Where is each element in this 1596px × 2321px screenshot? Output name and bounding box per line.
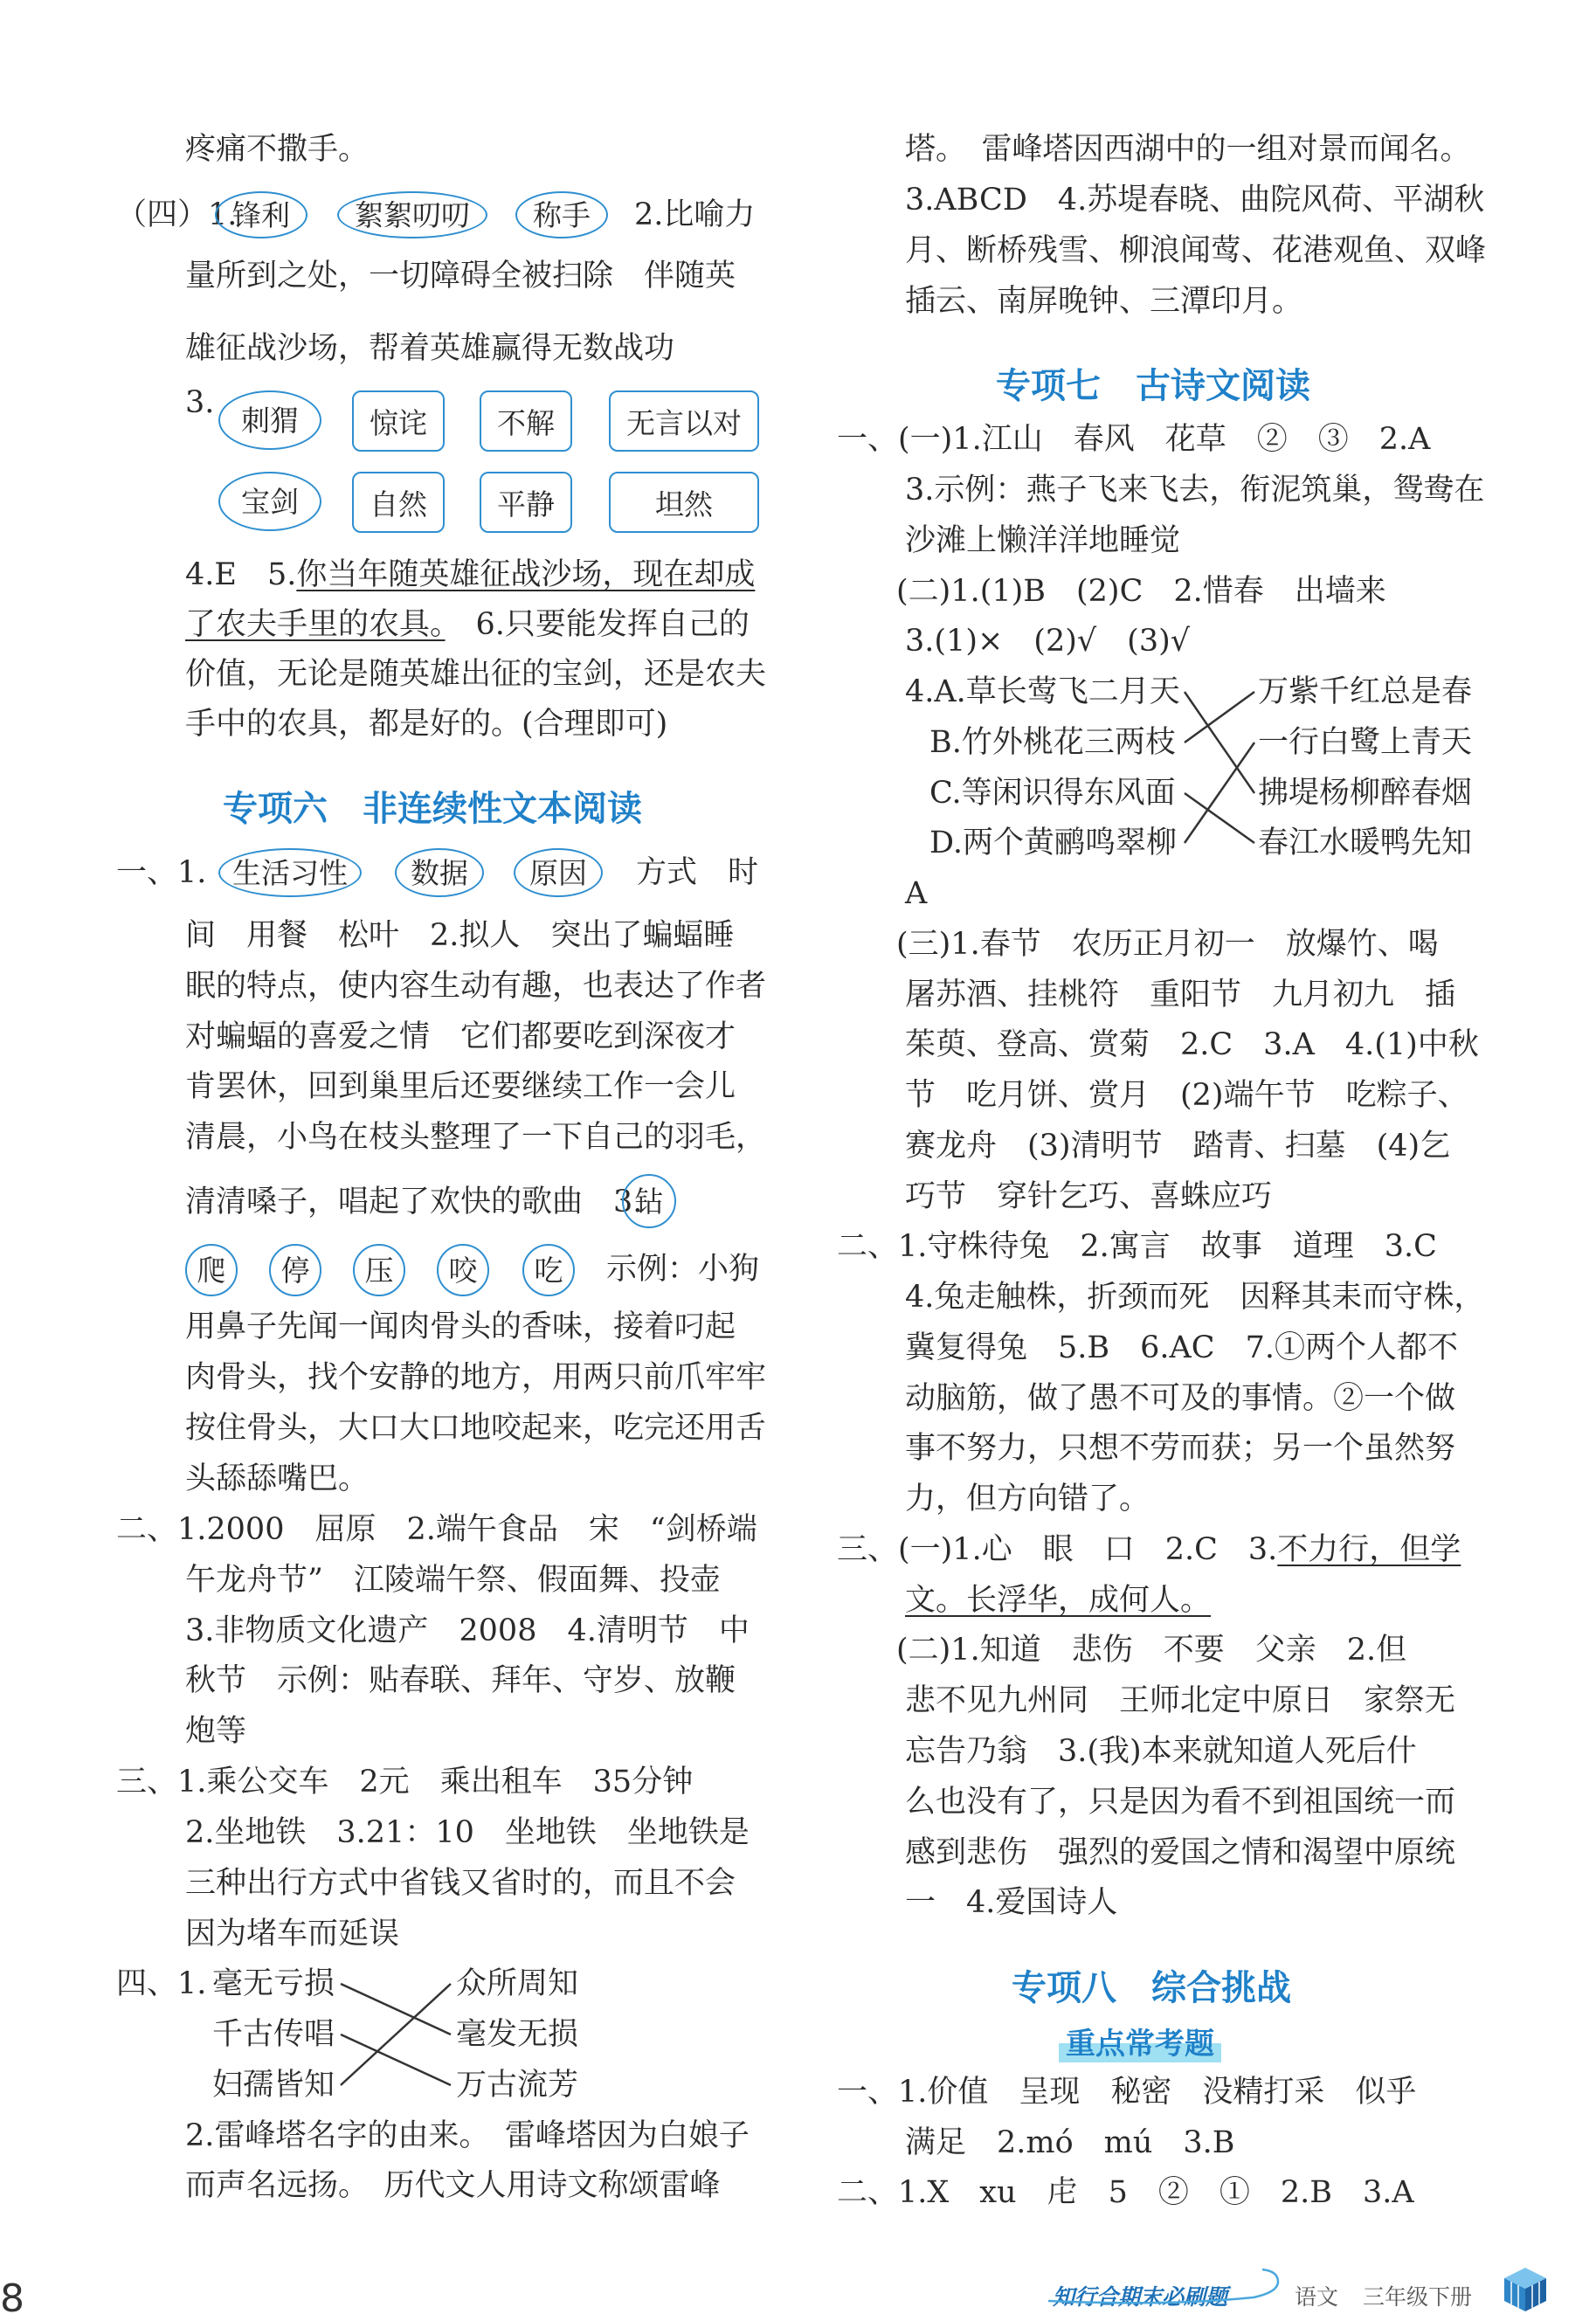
text-line: 感到悲伤 强烈的爱国之情和渴望中原统 [905,1835,1456,1870]
text-line [185,606,750,643]
text-line [905,1582,1211,1619]
answer-circle: 锋利 [215,191,307,238]
text-line: 炮等 [185,1714,247,1749]
match-line [341,2034,451,2085]
text-line: 手中的农具，都是好的。(合理即可) [185,707,668,742]
subheading: 重点常考题 [1059,2020,1221,2062]
word-circle: 刺猬 [218,390,321,450]
word-box: 坦然 [609,472,759,533]
text-line: 眠的特点，使内容生动有趣，也表达了作者 [185,969,767,1004]
underlined-answer: 你当年随英雄征战沙场，现在却成 [296,557,756,592]
text-line: (二)1.(1)B (2)C 2.惜春 出墙来 [896,574,1386,609]
text-line: 力，但方向错了。 [905,1482,1150,1516]
match-right-item: 毫发无损 [456,2017,579,2052]
text-line: 午龙舟节” 江陵端午祭、假面舞、投壶 [185,1563,721,1598]
text-line: 价值，无论是随英雄出征的宝剑，还是农夫 [185,657,767,692]
footer-subject: 语文 [1295,2284,1339,2310]
text-line: 秋节 示例：贴春联、拜年、守岁、放鞭 [185,1663,736,1698]
underlined-answer: 文。长浮华，成何人。 [905,1583,1212,1618]
text-line: 一、(一)1.江山 春风 花草 ② ③ 2.A [837,422,1431,457]
text-line: 示例：小狗 [606,1252,760,1287]
section-heading-7: 专项七 古诗文阅读 [996,366,1310,406]
text-line: 插云、南屏晚钟、三潭印月。 [905,284,1303,319]
footer-brand: 知行合期末必刷题 [1053,2284,1228,2310]
text-line: 事不努力，只想不劳而获；另一个虽然努 [905,1431,1456,1466]
text-line: 2.坐地铁 3.21：10 坐地铁 坐地铁是 [185,1815,750,1850]
text-line: 一 4.爱国诗人 [905,1885,1118,1920]
word-box: 平静 [480,472,572,533]
text-line: 塔。 雷峰塔因西湖中的一组对景而闻名。 [905,132,1471,167]
match-line [341,1984,451,2034]
item-lead: 一、1. [116,855,207,890]
text-line: 月、断桥残雪、柳浪闻莺、花港观鱼、双峰 [905,233,1487,268]
text-line: 疼痛不撒手。 [185,132,370,167]
text-line: (二)1.知道 悲伤 不要 父亲 2.但 [896,1633,1407,1668]
char-circle: 钻 [622,1174,676,1228]
text-line: 4.兔走触株，折颈而死 因释其耒而守株， [905,1280,1485,1315]
word-box: 不解 [480,390,572,452]
match-left-item: 毫无亏损 [212,1966,335,2001]
text-line: 3.示例：燕子飞来飞去，衔泥筑巢，鸳鸯在 [905,473,1485,508]
answer-circle: 称手 [515,191,608,238]
answer-part: 4.E 5. [185,557,297,592]
text-line: 二、1.2000 屈原 2.端午食品 宋 “剑桥端 [116,1512,757,1547]
text-line: 3.ABCD 4.苏堤春晓、曲院风荷、平湖秋 [905,183,1485,218]
text-line: 按住骨头，大口大口地咬起来，吃完还用舌 [185,1411,767,1446]
text-line: 方式 时 [636,855,759,890]
text-line: 间 用餐 松叶 2.拟人 突出了蝙蝠睡 [185,918,735,953]
text-line: 满足 2.mó mú 3.B [905,2125,1235,2160]
footer-swoosh-icon [1044,2266,1297,2310]
match-left-item: 妇孺皆知 [212,2068,335,2103]
poem-match-right: 一行白鹭上青天 [1258,725,1473,760]
text-line: 茱萸、登高、赏菊 2.C 3.A 4.(1)中秋 [905,1027,1479,1062]
poem-match-left: B.竹外桃花三两枝 [929,725,1176,760]
text-line: 赛龙舟 (3)清明节 踏青、扫墓 (4)乞 [905,1129,1451,1164]
text-line: 肯罢休，回到巢里后还要继续工作一会儿 [185,1069,736,1104]
text-line: 头舔舔嘴巴。 [185,1461,370,1496]
text-line: 肉骨头，找个安静的地方，用两只前爪牢牢 [185,1360,767,1395]
answer-part: 三、(一)1.心 眼 口 2.C 3. [837,1532,1278,1567]
text-line: 3.非物质文化遗产 2008 4.清明节 中 [185,1613,750,1648]
char-circle: 咬 [437,1244,489,1296]
match-line [1185,692,1254,793]
char-circle: 停 [269,1244,321,1296]
text-line: 2.比喻力 [634,197,756,232]
match-left-item: 千古传唱 [212,2017,335,2052]
text-line: 清晨，小鸟在枝头整理了一下自己的羽毛， [185,1120,767,1155]
text-line: 对蝙蝠的喜爱之情 它们都要吃到深夜才 [185,1019,736,1054]
match-right-item: 众所周知 [456,1966,579,2001]
text-line: 清清嗓子，唱起了欢快的歌曲 3. [185,1185,643,1219]
underlined-answer: 不力行，但学 [1277,1532,1461,1567]
answer-circle: 数据 [395,848,484,897]
item-lead: 四、1. [116,1966,207,2001]
char-circle: 压 [353,1244,405,1296]
section-4-lead: （四）1. [116,197,238,232]
text-line: 一、1.价值 呈现 秘密 没精打采 似乎 [837,2075,1417,2110]
text-line: 3.(1)× (2)√ (3)√ [905,624,1191,659]
text-line: 因为堵车而延误 [185,1917,400,1951]
text-line: 么也没有了，只是因为看不到祖国统一而 [905,1785,1456,1820]
text-line: 忘告乃翁 3.(我)本来就知道人死后什 [905,1734,1417,1769]
answer-part: 6.只要能发挥自己的 [445,607,750,642]
text-line: 悲不见九州同 王师北定中原日 家祭无 [905,1683,1456,1718]
poem-match-right: 拂堤杨柳醉春烟 [1258,776,1473,811]
match-line [1185,692,1254,743]
word-box: 无言以对 [609,390,759,452]
char-circle: 爬 [185,1244,238,1296]
poem-match-right: 春江水暖鸭先知 [1258,825,1473,860]
text-line: 动脑筋，做了愚不可及的事情。②一个做 [905,1381,1456,1416]
underlined-answer: 了农夫手里的农具。 [185,607,446,642]
footer-grade: 三年级下册 [1363,2284,1473,2310]
text-line: 用鼻子先闻一闻肉骨头的香味，接着叼起 [185,1309,736,1344]
answer-circle: 絮絮叨叨 [337,191,487,238]
match-line [1185,793,1254,843]
text-line: 雄征战沙场，帮着英雄赢得无数战功 [185,331,675,366]
word-box: 自然 [352,472,445,533]
poem-match-left: D.两个黄鹂鸣翠柳 [929,825,1177,860]
match-line [1185,743,1254,843]
text-line: 量所到之处，一切障碍全被扫除 伴随英 [185,259,736,294]
text-line: 二、1.守株待兔 2.寓言 故事 道理 3.C [837,1229,1437,1264]
match-right-item: 万古流芳 [456,2068,579,2103]
text-line: 节 吃月饼、赏月 (2)端午节 吃粽子、 [905,1078,1468,1113]
poem-match-right: 万紫千红总是春 [1258,674,1473,709]
poem-match-left: 4.A.草长莺飞二月天 [905,674,1180,709]
question-number: 3. [185,385,215,420]
text-line: 屠苏酒、挂桃符 重阳节 九月初九 插 [905,977,1456,1012]
text-line: A [905,876,928,911]
match-line [341,1984,451,2085]
answer-circle: 生活习性 [218,848,362,897]
text-line: (三)1.春节 农历正月初一 放爆竹、喝 [896,927,1439,962]
text-line: 2.雷峰塔名字的由来。 雷峰塔因为白娘子 [185,2118,750,2153]
text-line [837,1531,1461,1568]
text-line: 巧节 穿针乞巧、喜蛛应巧 [905,1179,1273,1214]
text-line: 沙滩上懒洋洋地睡觉 [905,523,1181,558]
text-line: 三、1.乘公交车 2元 乘出租车 35分钟 [116,1765,694,1799]
section-heading-6: 专项六 非连续性文本阅读 [223,789,642,829]
text-line: 冀复得兔 5.B 6.AC 7.①两个人都不 [905,1330,1458,1365]
char-circle: 吃 [522,1244,575,1296]
answer-circle: 原因 [514,848,603,897]
text-line: 二、1.X xu 虍 5 ② ① 2.B 3.A [837,2175,1414,2210]
poem-match-left: C.等闲识得东风面 [929,776,1176,811]
word-circle: 宝剑 [218,472,321,531]
section-heading-8: 专项八 综合挑战 [1012,1968,1291,2008]
text-line [185,556,755,593]
text-line: 而声名远扬。 历代文人用诗文称颂雷峰 [185,2168,721,2203]
word-box: 惊诧 [352,390,445,452]
page-number: 8 [0,2276,24,2321]
text-line: 三种出行方式中省钱又省时的，而且不会 [185,1866,736,1901]
cube-logo-icon [1501,2264,1550,2313]
